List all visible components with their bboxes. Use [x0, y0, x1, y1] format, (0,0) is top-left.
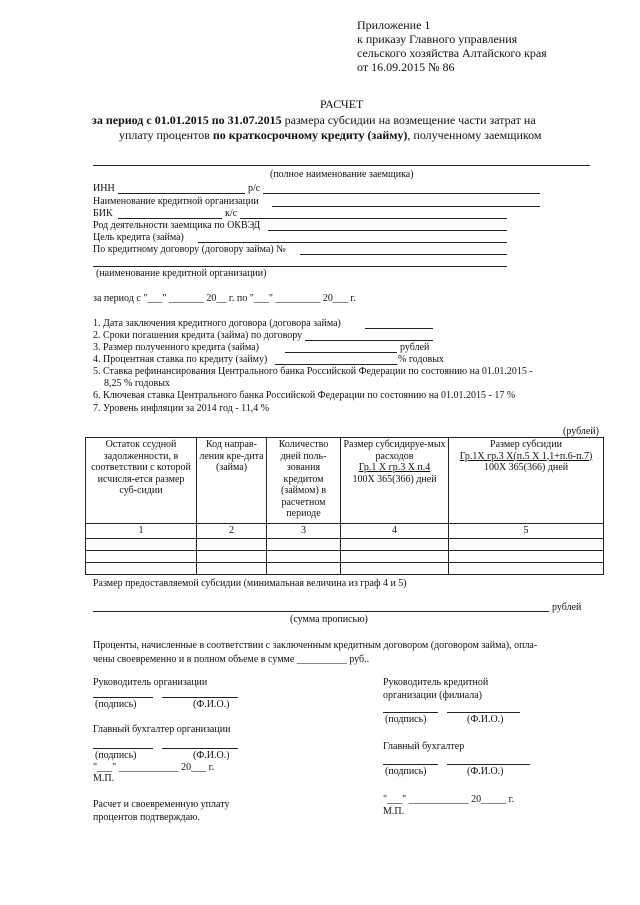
item-4-field[interactable]: [275, 364, 397, 365]
header-expenses-formula: Гр.1 Х гр.3 Х п.4: [358, 462, 431, 473]
credit-org-field[interactable]: [272, 206, 540, 207]
table-cell[interactable]: [449, 562, 604, 574]
header-expenses: [341, 438, 449, 524]
title-line-1-rest: размера субсидии на возмещение части затрат на: [281, 113, 536, 127]
contract-label: По кредитному договору (договору займа) №: [93, 244, 286, 255]
left-mp: М.П.: [93, 773, 115, 784]
table-cell[interactable]: [86, 538, 197, 550]
header-expenses-label: Размер субсидируе-мых расходов: [343, 439, 446, 462]
appendix-line-2: к приказу Главного управления: [357, 32, 518, 46]
table-cell[interactable]: [341, 550, 449, 562]
left-head-label: Руководитель организации: [93, 677, 208, 688]
table-cell[interactable]: [449, 550, 604, 562]
left-accountant-label: Главный бухгалтер организации: [93, 724, 231, 735]
borrower-name-caption: (полное наименование заемщика): [270, 169, 414, 180]
table-cell[interactable]: [197, 538, 267, 550]
item-3-unit: рублей: [400, 342, 430, 353]
left-accountant-sign-caption: (подпись): [95, 750, 137, 761]
rs-field[interactable]: [263, 193, 540, 194]
right-accountant-fio-line[interactable]: [447, 764, 530, 765]
table-cell[interactable]: [267, 550, 341, 562]
appendix-line-3: сельского хозяйства Алтайского края: [357, 46, 547, 60]
item-5-value: 8,25 % годовых: [104, 378, 170, 389]
left-date[interactable]: "___" ____________ 20___ г.: [93, 762, 215, 773]
header-days: Количество дней поль-зования кредитом (займом) в расчетном периоде: [267, 438, 341, 524]
right-head-label-1: Руководитель кредитной: [383, 677, 489, 688]
confirm-line-2: процентов подтверждаю.: [93, 812, 200, 823]
okved-field[interactable]: [268, 230, 507, 231]
contract-field[interactable]: [300, 254, 507, 255]
table-header-row: [86, 438, 604, 524]
item-7: 7. Уровень инфляции за 2014 год - 11,4 %: [93, 403, 270, 414]
header-subsidy: [449, 438, 604, 524]
title-credit-type: по краткосрочному кредиту (займу): [212, 128, 408, 142]
item-4: 4. Процентная ставка по кредиту (займу): [93, 354, 268, 365]
table-row[interactable]: [86, 562, 604, 574]
table-cell[interactable]: [197, 562, 267, 574]
left-accountant-sign-line[interactable]: [93, 748, 153, 749]
right-accountant-label: Главный бухгалтер: [383, 741, 465, 752]
left-head-sign-caption: (подпись): [95, 699, 137, 710]
title-period: за период с 01.01.2015 по 31.07.2015: [92, 113, 282, 127]
purpose-label: Цель кредита (займа): [93, 232, 184, 243]
subsidy-caption: (сумма прописью): [290, 614, 368, 625]
table-row[interactable]: [86, 550, 604, 562]
right-mp: М.П.: [383, 806, 405, 817]
inn-label: ИНН: [93, 183, 115, 194]
right-head-sign-caption: (подпись): [385, 714, 427, 725]
table-unit: (рублей): [563, 426, 600, 437]
item-4-unit: % годовых: [398, 354, 444, 365]
col-number-1: 1: [86, 524, 197, 539]
item-1: 1. Дата заключения кредитного договора (договора займа): [93, 318, 341, 329]
table-number-row: [86, 524, 604, 539]
subsidy-label: Размер предоставляемой субсидии (минимальная величина из граф 4 и 5): [93, 578, 407, 589]
item-2-field[interactable]: [305, 340, 433, 341]
item-5: 5. Ставка рефинансирования Центрального банка Российской Федерации по состоянию на 01.01.2015 -: [93, 366, 533, 377]
document-title: РАСЧЕТ: [320, 97, 364, 111]
period-line[interactable]: за период с "___" _______ 20__ г. по "___" _________ 20___ г.: [93, 293, 356, 304]
left-head-fio-line[interactable]: [162, 697, 238, 698]
col-number-2: 2: [197, 524, 267, 539]
title-line-2: [119, 128, 541, 143]
subsidy-table: [85, 437, 604, 575]
borrower-name-line[interactable]: [93, 165, 590, 166]
item-1-field[interactable]: [365, 328, 433, 329]
title-line-2-start: уплату процентов: [119, 128, 213, 142]
header-expenses-divisor: 100Х 365(366) дней: [352, 473, 437, 485]
right-date[interactable]: "___" ____________ 20_____ г.: [383, 794, 515, 805]
table-cell[interactable]: [267, 562, 341, 574]
table-cell[interactable]: [449, 538, 604, 550]
header-credit-code: Код направ-ления кре-дита (займа): [197, 438, 267, 524]
left-head-fio-caption: (Ф.И.О.): [193, 699, 230, 710]
table-cell[interactable]: [86, 550, 197, 562]
credit-org-name-caption: (наименование кредитной организации): [96, 268, 267, 279]
right-accountant-sign-line[interactable]: [383, 764, 438, 765]
title-line-2-end: , полученному заемщиком: [407, 128, 542, 142]
left-accountant-fio-line[interactable]: [162, 748, 238, 749]
item-6: 6. Ключевая ставка Центрального банка Российской Федерации по состоянию на 01.01.2015 - 17 %: [93, 390, 516, 401]
right-head-sign-line[interactable]: [383, 712, 438, 713]
table-row[interactable]: [86, 538, 604, 550]
table-cell[interactable]: [341, 562, 449, 574]
okved-label: Род деятельности заемщика по ОКВЭД: [93, 220, 261, 231]
confirm-line-1: Расчет и своевременную уплату: [93, 799, 230, 810]
header-subsidy-formula: Гр.1Х гр.3 Х(п.5 Х 1,1+п.6-п.7): [459, 450, 593, 462]
item-2: 2. Сроки погашения кредита (займа) по договору: [93, 330, 303, 341]
bik-field[interactable]: [118, 218, 222, 219]
col-number-4: 4: [341, 524, 449, 539]
rs-label: р/с: [248, 183, 261, 194]
right-head-fio-caption: (Ф.И.О.): [467, 714, 504, 725]
ks-label: к/с: [225, 208, 238, 219]
purpose-field[interactable]: [198, 242, 507, 243]
table-cell[interactable]: [86, 562, 197, 574]
item-3-field[interactable]: [285, 352, 397, 353]
left-head-sign-line[interactable]: [93, 697, 153, 698]
right-accountant-sign-caption: (подпись): [385, 766, 427, 777]
item-3: 3. Размер полученного кредита (займа): [93, 342, 259, 353]
appendix-line-1: Приложение 1: [357, 18, 431, 32]
appendix-line-4: от 16.09.2015 № 86: [357, 60, 455, 74]
subsidy-rubles: рублей: [552, 602, 582, 613]
paragraph-line-2: чены своевременно и в полном объеме в сумме __________ руб..: [93, 654, 370, 665]
paragraph-line-1: Проценты, начисленные в соответствии с заключенным кредитным договором (договором займа), опла-: [93, 640, 538, 651]
col-number-5: 5: [449, 524, 604, 539]
ks-field[interactable]: [240, 218, 507, 219]
table-cell[interactable]: [267, 538, 341, 550]
subsidy-amount-field[interactable]: [93, 611, 549, 612]
col-number-3: 3: [267, 524, 341, 539]
right-head-label-2: организации (филиала): [383, 690, 482, 701]
header-subsidy-divisor: 100Х 365(366) дней: [483, 462, 569, 473]
header-subsidy-label: Размер субсидии: [490, 439, 562, 450]
left-accountant-fio-caption: (Ф.И.О.): [193, 750, 230, 761]
title-line-1: [92, 113, 536, 128]
table-cell[interactable]: [341, 538, 449, 550]
credit-org-name-line[interactable]: [93, 266, 507, 267]
right-accountant-fio-caption: (Ф.И.О.): [467, 766, 504, 777]
credit-org-label: Наименование кредитной организации: [93, 196, 259, 207]
header-loan-balance: Остаток ссудной задолженности, в соответствии с которой исчисля-ется размер суб-сидии: [86, 438, 197, 524]
table-cell[interactable]: [197, 550, 267, 562]
inn-field[interactable]: [118, 193, 245, 194]
right-head-fio-line[interactable]: [447, 712, 520, 713]
bik-label: БИК: [93, 208, 113, 219]
